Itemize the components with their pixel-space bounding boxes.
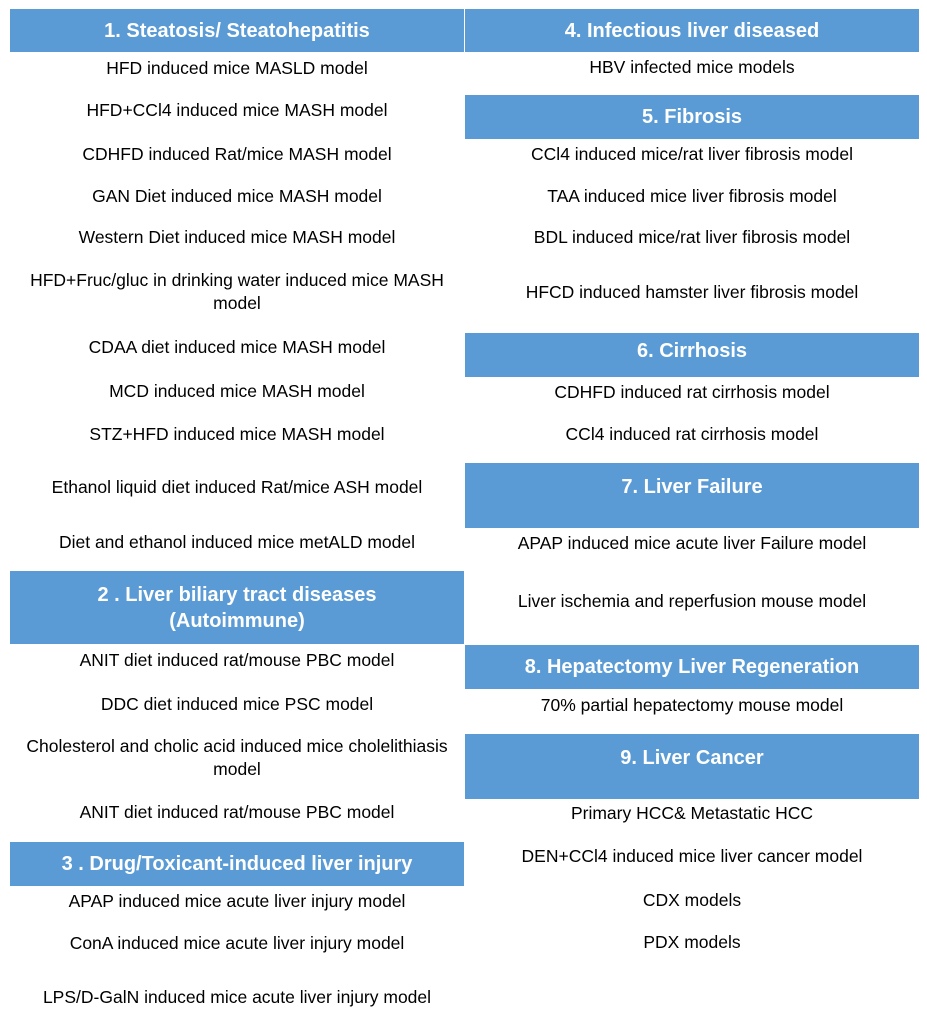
list-item: Ethanol liquid diet induced Rat/mice ASH model — [51, 476, 423, 497]
list-item: CDHFD induced rat cirrhosis model — [554, 381, 830, 402]
list-item: PDX models — [643, 931, 741, 952]
list-item: HFD induced mice MASLD model — [106, 57, 368, 78]
list-item: CCl4 induced rat cirrhosis model — [565, 423, 819, 444]
list-item: HBV infected mice models — [589, 56, 795, 77]
list-item: LPS/D-GalN induced mice acute liver injury model — [42, 986, 432, 1007]
section-title-line-2: (Autoimmune) — [169, 609, 305, 632]
list-item: TAA induced mice liver fibrosis model — [547, 185, 837, 206]
section-title: 8. Hepatectomy Liver Regeneration — [524, 656, 860, 678]
list-item: STZ+HFD induced mice MASH model — [89, 423, 385, 444]
list-item: CCl4 induced mice/rat liver fibrosis model — [531, 143, 853, 164]
section-title: 4. Infectious liver diseased — [564, 19, 820, 42]
list-item: APAP induced mice acute liver injury model — [68, 890, 406, 911]
section-header-drug-injury — [10, 842, 464, 886]
section-header-hepatectomy — [465, 645, 919, 689]
list-item: DEN+CCl4 induced mice liver cancer model — [521, 845, 863, 866]
section-header-liver-cancer — [465, 734, 919, 799]
section-header-cirrhosis — [465, 333, 919, 377]
section-header-infectious — [465, 9, 919, 52]
section-title: 7. Liver Failure — [621, 476, 763, 498]
list-item: Western Diet induced mice MASH model — [78, 226, 396, 247]
section-title: 6. Cirrhosis — [636, 340, 748, 362]
list-item: Primary HCC& Metastatic HCC — [570, 802, 814, 823]
list-item: Cholesterol and cholic acid induced mice cholelithiasis model — [26, 736, 448, 779]
section-header-biliary — [10, 571, 464, 644]
list-item: Diet and ethanol induced mice metALD model — [58, 531, 416, 552]
list-item: ANIT diet induced rat/mouse PBC model — [79, 801, 395, 822]
list-item: Liver ischemia and reperfusion mouse model — [517, 590, 867, 611]
section-title: 5. Fibrosis — [641, 106, 743, 128]
section-title-line-1: 2 . Liver biliary tract diseases — [97, 583, 377, 606]
list-item: CDHFD induced Rat/mice MASH model — [82, 143, 392, 164]
list-item: ANIT diet induced rat/mouse PBC model — [79, 649, 395, 670]
list-item: 70% partial hepatectomy mouse model — [540, 694, 844, 715]
section-title: 1. Steatosis/ Steatohepatitis — [104, 19, 370, 42]
section-header-steatosis — [10, 9, 464, 52]
list-item: HFD+CCl4 induced mice MASH model — [86, 99, 388, 120]
section-header-liver-failure — [465, 463, 919, 528]
list-item: CDX models — [642, 889, 742, 910]
list-item: APAP induced mice acute liver Failure model — [517, 532, 867, 553]
list-item: BDL induced mice/rat liver fibrosis model — [533, 226, 851, 247]
section-title: 3 . Drug/Toxicant-induced liver injury — [61, 853, 413, 875]
list-item: CDAA diet induced mice MASH model — [88, 336, 386, 357]
list-item: HFCD induced hamster liver fibrosis model — [525, 281, 859, 302]
section-header-fibrosis — [465, 95, 919, 139]
list-item: ConA induced mice acute liver injury model — [69, 932, 405, 953]
list-item: HFD+Fruc/gluc in drinking water induced mice MASH model — [30, 270, 444, 313]
list-item: GAN Diet induced mice MASH model — [92, 185, 382, 206]
section-title: 9. Liver Cancer — [620, 747, 764, 769]
list-item: MCD induced mice MASH model — [109, 380, 365, 401]
list-item: DDC diet induced mice PSC model — [100, 693, 374, 714]
